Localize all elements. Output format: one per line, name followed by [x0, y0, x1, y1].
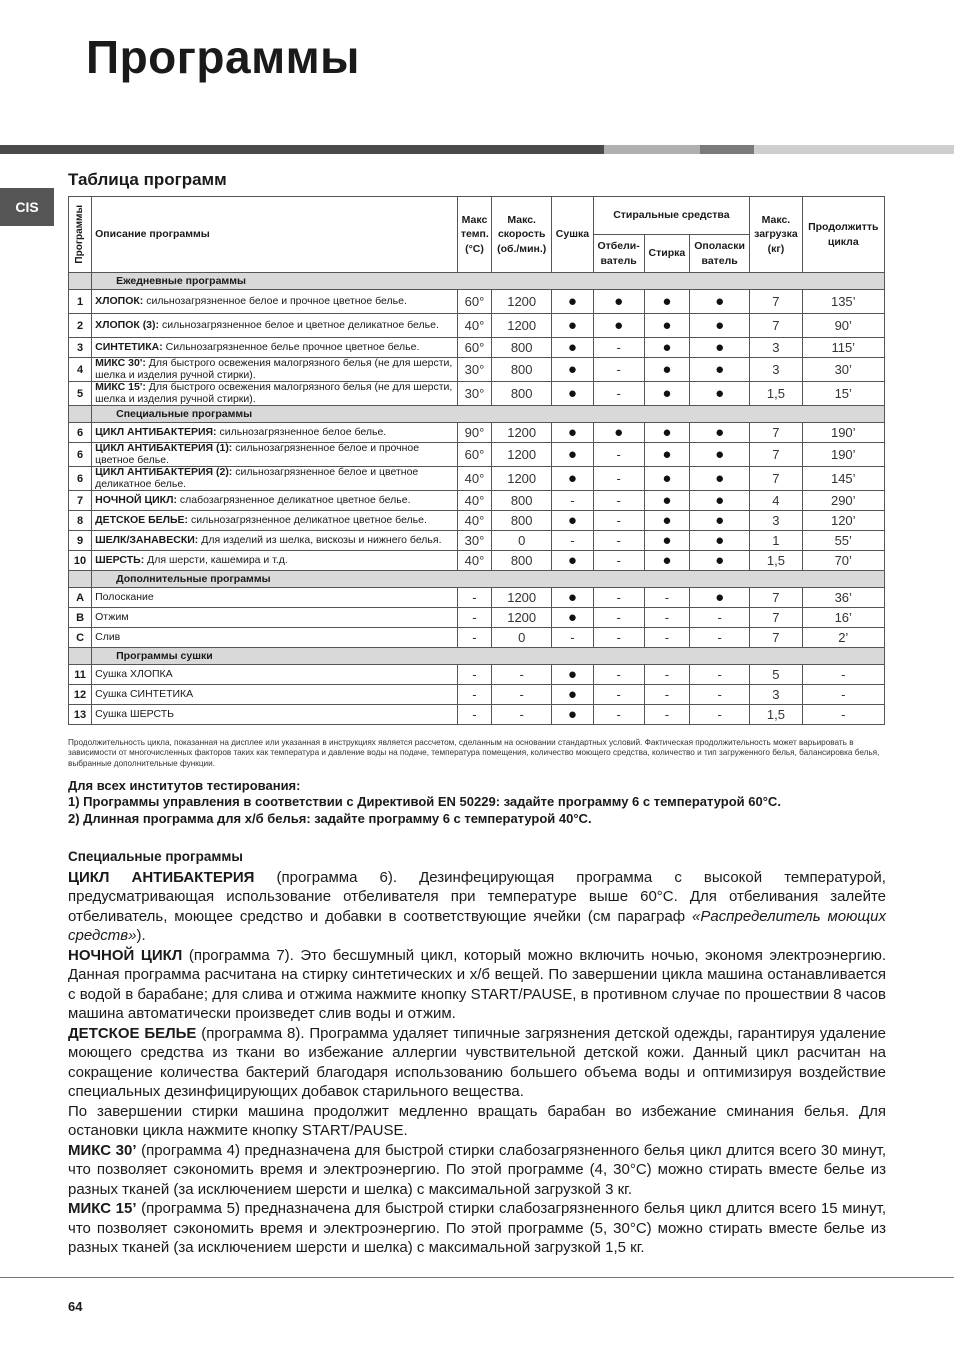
program-description [92, 338, 458, 358]
program-name: ШЕЛК/ЗАНАВЕСКИ: [95, 534, 199, 547]
program-row [69, 338, 885, 358]
program-text: Сушка ШЕРСТЬ [95, 708, 174, 721]
program-number: 5 [69, 382, 92, 406]
program-row [69, 628, 885, 648]
language-tab: CIS [0, 188, 54, 226]
program-name: ХЛОПОК: [95, 294, 144, 307]
program-description [92, 531, 458, 551]
program-description [92, 628, 458, 648]
program-text: Для изделий из шелка, вискозы и нижнего белья. [201, 534, 442, 547]
max-load-cell: 1 [750, 531, 802, 551]
program-name: ШЕРСТЬ: [95, 554, 145, 567]
duration-cell: 115’ [802, 338, 884, 358]
paragraph-baby-end: По завершении стирки машина продолжит медленно вращать барабан во избежание сминания белья. Для остановки цикла нажмите кнопку START/PAUSE. [68, 1102, 886, 1140]
wash-cell: - [644, 588, 689, 608]
program-number: 4 [69, 358, 92, 382]
max-load-cell: 5 [750, 665, 802, 685]
program-text: Для шерсти, кашемира и т.д. [147, 554, 288, 567]
program-number: 7 [69, 491, 92, 511]
bleach-cell: - [593, 531, 644, 551]
duration-cell: 2’ [802, 628, 884, 648]
program-description [92, 608, 458, 628]
program-number: A [69, 588, 92, 608]
program-row [69, 511, 885, 531]
bleach-cell: - [593, 338, 644, 358]
softener-cell: ● [689, 290, 749, 314]
max-temp-cell: 40° [457, 491, 491, 511]
program-number: B [69, 608, 92, 628]
softener-cell: ● [689, 551, 749, 571]
max-speed-cell: 0 [492, 628, 552, 648]
max-speed-cell: 1200 [492, 608, 552, 628]
section-label: Программы сушки [92, 648, 885, 665]
wash-cell: ● [644, 551, 689, 571]
max-temp-cell: 60° [457, 338, 491, 358]
max-load-cell: 7 [750, 608, 802, 628]
section-row [69, 648, 885, 665]
program-text: сильнозагрязненное белое и цветное деликатное белье. [95, 466, 419, 490]
program-text: Сушка ХЛОПКА [95, 668, 173, 681]
softener-cell: ● [689, 423, 749, 443]
bar-mid-segment [604, 145, 700, 154]
duration-cell: - [802, 705, 884, 725]
header-max-speed: Макс. скорость (об./мин.) [492, 197, 552, 273]
bleach-cell: - [593, 511, 644, 531]
wash-cell: ● [644, 467, 689, 491]
wash-cell: ● [644, 423, 689, 443]
program-row [69, 382, 885, 406]
bleach-cell: ● [593, 423, 644, 443]
program-description [92, 685, 458, 705]
duration-cell: 290’ [802, 491, 884, 511]
max-load-cell: 7 [750, 467, 802, 491]
program-name: ЦИКЛ АНТИБАКТЕРИЯ (2): [95, 466, 233, 479]
drying-cell: ● [552, 551, 593, 571]
max-speed-cell: 800 [492, 511, 552, 531]
program-description [92, 551, 458, 571]
max-load-cell: 3 [750, 338, 802, 358]
program-text: сильнозагрязненное белое и цветное деликатное белье. [161, 318, 439, 331]
section-label: Дополнительные программы [92, 571, 885, 588]
max-temp-cell: 40° [457, 314, 491, 338]
max-temp-cell: 60° [457, 290, 491, 314]
softener-cell: ● [689, 467, 749, 491]
softener-cell: ● [689, 338, 749, 358]
drying-cell: - [552, 628, 593, 648]
testing-institutes-note [68, 778, 886, 827]
program-row [69, 358, 885, 382]
duration-cell: 15’ [802, 382, 884, 406]
wash-cell: ● [644, 491, 689, 511]
program-row [69, 588, 885, 608]
paragraph-night-cycle: НОЧНОЙ ЦИКЛ (программа 7). Это бесшумный цикл, который можно включить ночью, экономя электроэнергию. Данная программа расчитана на стирку синтетических и х/б вещей. По завершении цикла машина останавливается с водой в барабане; для слива и отжима нажмите кнопку START/PAUSE, в противном случае по прошествии 8 часов машина автоматически произведет слив воды и отжим. [68, 946, 886, 1023]
paragraph-mix-15: МИКС 15’ (программа 5) предназначена для быстрой стирки слабозагрязненного белья цикл длится всего 15 минут, что позволяет сэкономить время и электроэнергию. По этой программе (5, 30°C) можно стирать вместе белье из разных тканей (за исключением шерсти и шелка) с максимальной загрузкой 1,5 кг. [68, 1200, 887, 1257]
softener-cell: ● [689, 314, 749, 338]
program-number: 10 [69, 551, 92, 571]
tests-line-1: 1) Программы управления в соответствии с Директивой EN 50229: задайте программу 6 с температурой 60°C. [68, 794, 781, 810]
max-load-cell: 4 [750, 491, 802, 511]
program-row [69, 290, 885, 314]
max-load-cell: 7 [750, 588, 802, 608]
program-number: 12 [69, 685, 92, 705]
program-description [92, 665, 458, 685]
max-temp-cell: - [457, 588, 491, 608]
max-load-cell: 3 [750, 511, 802, 531]
bleach-cell: - [593, 705, 644, 725]
softener-cell: ● [689, 382, 749, 406]
section-row [69, 273, 885, 290]
max-load-cell: 1,5 [750, 551, 802, 571]
wash-cell: - [644, 608, 689, 628]
program-description [92, 290, 458, 314]
drying-cell: ● [552, 705, 593, 725]
softener-cell: - [689, 628, 749, 648]
section-label: Ежедневные программы [92, 273, 885, 290]
program-number: 8 [69, 511, 92, 531]
program-number: 6 [69, 423, 92, 443]
drying-cell: ● [552, 588, 593, 608]
drying-cell: ● [552, 511, 593, 531]
paragraph-baby: ДЕТСКОЕ БЕЛЬЕ (программа 8). Программа удаляет типичные загрязнения детской одежды, гарантируя удаление моющего средства из ткани во избежание аллергии чувствительной детской кожи. Данный цикл расчитан на сокращение количества бактерий благодаря использованию большего объема воды и оптимизируя воздействие специальных дезинфицирующих добавок старильного вещества. [68, 1024, 886, 1101]
max-speed-cell: 1200 [492, 314, 552, 338]
program-name: МИКС 15': [95, 381, 146, 394]
softener-cell: - [689, 685, 749, 705]
wash-cell: ● [644, 531, 689, 551]
program-name: ЦИКЛ АНТИБАКТЕРИЯ (1): [95, 442, 233, 455]
program-description [92, 423, 458, 443]
drying-cell: ● [552, 382, 593, 406]
wash-cell: ● [644, 443, 689, 467]
paragraph-mix-30: МИКС 30’ (программа 4) предназначена для быстрой стирки слабозагрязненного белья цикл длится всего 30 минут, что позволяет сэкономить время и электроэнергию. По этой программе (4, 30°C) можно стирать вместе белье из разных тканей (за исключением шерсти и шелка) с максимальной загрузкой 3 кг. [68, 1141, 887, 1198]
program-row [69, 467, 885, 491]
wash-cell: - [644, 628, 689, 648]
section-label: Специальные программы [92, 406, 885, 423]
max-load-cell: 1,5 [750, 382, 802, 406]
program-row [69, 551, 885, 571]
table-title: Таблица программ [68, 170, 227, 189]
drying-cell: ● [552, 358, 593, 382]
wash-cell: ● [644, 358, 689, 382]
softener-cell: - [689, 608, 749, 628]
section-row [69, 406, 885, 423]
program-text: сильнозагрязненное белое и прочное цветное белье. [146, 294, 407, 307]
drying-cell: ● [552, 685, 593, 705]
bar-light-segment [754, 145, 954, 154]
program-row [69, 705, 885, 725]
program-description [92, 314, 458, 338]
section-spacer [69, 273, 92, 290]
max-load-cell: 7 [750, 423, 802, 443]
bleach-cell: - [593, 443, 644, 467]
program-number: C [69, 628, 92, 648]
max-temp-cell: 30° [457, 358, 491, 382]
bleach-cell: - [593, 665, 644, 685]
program-number: 3 [69, 338, 92, 358]
program-text: Сильнозагрязненное белье прочное цветное белье. [165, 340, 420, 353]
bleach-cell: - [593, 588, 644, 608]
program-name: ЦИКЛ АНТИБАКТЕРИЯ: [95, 425, 217, 438]
page-title: Программы [86, 31, 360, 83]
program-number: 1 [69, 290, 92, 314]
duration-cell: 135’ [802, 290, 884, 314]
program-description [92, 705, 458, 725]
max-speed-cell: 800 [492, 338, 552, 358]
program-description [92, 491, 458, 511]
program-row [69, 491, 885, 511]
special-heading: Специальные программы [68, 849, 243, 864]
paragraph-antibacterial: ЦИКЛ АНТИБАКТЕРИЯ (программа 6). Дезинфецирующая программа с высокой температурой, предусматривающая использование отбеливателя при температуре выше 60°C. Для отбеливания залейте отбеливатель, моющее средство и добавки в соответствующие ячейки (см параграф «Распределитель моющих средств»). [68, 868, 886, 945]
max-speed-cell: 0 [492, 531, 552, 551]
duration-cell: 120’ [802, 511, 884, 531]
program-number: 13 [69, 705, 92, 725]
wash-cell: - [644, 705, 689, 725]
programs-table-body [69, 273, 885, 725]
program-name: НОЧНОЙ ЦИКЛ: [95, 494, 177, 507]
program-text: сильнозагрязненное деликатное цветное белье. [190, 514, 427, 527]
wash-cell: ● [644, 382, 689, 406]
bar-dark-segment [0, 145, 604, 154]
max-temp-cell: - [457, 685, 491, 705]
wash-cell: - [644, 665, 689, 685]
max-temp-cell: - [457, 665, 491, 685]
softener-cell: ● [689, 358, 749, 382]
program-name: ХЛОПОК (3): [95, 318, 160, 331]
program-number: 9 [69, 531, 92, 551]
max-speed-cell: - [492, 665, 552, 685]
duration-cell: 90’ [802, 314, 884, 338]
program-row [69, 314, 885, 338]
program-row [69, 685, 885, 705]
max-load-cell: 7 [750, 314, 802, 338]
tests-heading: Для всех институтов тестирования: [68, 778, 301, 793]
program-name: МИКС 30': [95, 357, 146, 369]
program-name: ДЕТСКОЕ БЕЛЬЕ: [95, 514, 189, 527]
softener-cell: ● [689, 491, 749, 511]
softener-cell: ● [689, 511, 749, 531]
program-number: 6 [69, 467, 92, 491]
header-programs: Программы [69, 197, 92, 273]
bleach-cell: - [593, 608, 644, 628]
page-number: 64 [68, 1299, 83, 1314]
program-row [69, 531, 885, 551]
program-text: сильнозагрязненное белое и прочное цветное белье. [95, 442, 420, 466]
drying-cell: ● [552, 467, 593, 491]
program-text: Для быстрого освежения малогрязного белья (не для шерсти, шелка и изделия ручной стирки). [95, 357, 453, 381]
duration-cell: 190’ [802, 443, 884, 467]
program-row [69, 665, 885, 685]
max-speed-cell: 800 [492, 382, 552, 406]
program-text: сильнозагрязненное белое белье. [219, 425, 387, 438]
header-description: Описание программы [92, 197, 458, 273]
header-color-bar [0, 145, 954, 154]
bleach-cell: - [593, 551, 644, 571]
header-bleach: Отбели-ватель [593, 235, 644, 273]
program-description [92, 588, 458, 608]
program-text: Полоскание [95, 591, 154, 604]
max-speed-cell: 800 [492, 491, 552, 511]
max-speed-cell: - [492, 705, 552, 725]
header-softener: Ополаски ватель [689, 235, 749, 273]
program-description [92, 382, 458, 406]
bleach-cell: ● [593, 314, 644, 338]
header-drying: Сушка [552, 197, 593, 273]
max-load-cell: 7 [750, 443, 802, 467]
max-temp-cell: 90° [457, 423, 491, 443]
program-number: 2 [69, 314, 92, 338]
max-speed-cell: 1200 [492, 588, 552, 608]
drying-cell: ● [552, 290, 593, 314]
program-name: СИНТЕТИКА: [95, 340, 163, 353]
program-description [92, 511, 458, 531]
programs-table [68, 196, 885, 725]
max-load-cell: 7 [750, 290, 802, 314]
header-duration: Продолжитть цикла [802, 197, 884, 273]
max-temp-cell: 30° [457, 382, 491, 406]
max-load-cell: 3 [750, 358, 802, 382]
bleach-cell: - [593, 358, 644, 382]
wash-cell: ● [644, 511, 689, 531]
program-description [92, 467, 458, 491]
duration-cell: 30’ [802, 358, 884, 382]
drying-cell: ● [552, 423, 593, 443]
special-programs-section [68, 848, 886, 1258]
max-speed-cell: 800 [492, 358, 552, 382]
program-row [69, 608, 885, 628]
max-speed-cell: - [492, 685, 552, 705]
section-spacer [69, 571, 92, 588]
program-text: Для быстрого освежения малогрязного белья (не для шерсти, шелка и изделия ручной стирки). [95, 381, 453, 405]
tests-line-2: 2) Длинная программа для х/б белья: задайте программу 6 с температурой 40°C. [68, 810, 592, 826]
duration-cell: 190’ [802, 423, 884, 443]
header-max-load: Макс. загрузка (кг) [750, 197, 802, 273]
softener-cell: - [689, 665, 749, 685]
program-text: Сушка СИНТЕТИКА [95, 688, 194, 701]
bleach-cell: - [593, 382, 644, 406]
drying-cell: ● [552, 338, 593, 358]
program-number: 6 [69, 443, 92, 467]
wash-cell: ● [644, 314, 689, 338]
duration-cell: - [802, 685, 884, 705]
bar-dark2-segment [700, 145, 754, 154]
max-load-cell: 7 [750, 628, 802, 648]
max-speed-cell: 1200 [492, 290, 552, 314]
max-temp-cell: - [457, 705, 491, 725]
max-temp-cell: 30° [457, 531, 491, 551]
duration-cell: 16’ [802, 608, 884, 628]
header-max-temp: Макс темп. (°C) [457, 197, 491, 273]
max-temp-cell: 40° [457, 511, 491, 531]
drying-cell: ● [552, 443, 593, 467]
max-load-cell: 3 [750, 685, 802, 705]
wash-cell: ● [644, 338, 689, 358]
softener-cell: ● [689, 531, 749, 551]
header-detergents: Стиральные средства [593, 197, 750, 235]
max-temp-cell: - [457, 628, 491, 648]
program-text: слабозагрязненное деликатное цветное белье. [179, 494, 411, 507]
program-text: Слив [95, 631, 121, 644]
max-speed-cell: 800 [492, 551, 552, 571]
max-speed-cell: 1200 [492, 467, 552, 491]
max-speed-cell: 1200 [492, 443, 552, 467]
section-spacer [69, 406, 92, 423]
drying-cell: ● [552, 665, 593, 685]
bleach-cell: ● [593, 290, 644, 314]
max-temp-cell: 60° [457, 443, 491, 467]
wash-cell: - [644, 685, 689, 705]
bleach-cell: - [593, 628, 644, 648]
duration-cell: 145’ [802, 467, 884, 491]
section-row [69, 571, 885, 588]
program-text: Отжим [95, 611, 129, 624]
duration-footnote: Продолжительность цикла, показанная на дисплее или указанная в инструкциях является рассчетом, сделанным на основании стандартных условий. Фактическая продолжительность может варьировать в зависимости от многочисленных факторов таких как температура и давление воды на подаче, температура помещения, количество моющего средства, количество и тип загруженного белья, балансировка белья, выбранные дополнительные функции. [68, 738, 880, 768]
max-temp-cell: 40° [457, 467, 491, 491]
program-row [69, 443, 885, 467]
duration-cell: 55’ [802, 531, 884, 551]
drying-cell: ● [552, 608, 593, 628]
drying-cell: ● [552, 314, 593, 338]
program-number: 11 [69, 665, 92, 685]
footer-rule [0, 1277, 954, 1278]
duration-cell: - [802, 665, 884, 685]
max-temp-cell: - [457, 608, 491, 628]
duration-cell: 70’ [802, 551, 884, 571]
program-description [92, 358, 458, 382]
softener-cell: ● [689, 443, 749, 467]
section-spacer [69, 648, 92, 665]
program-description [92, 443, 458, 467]
drying-cell: - [552, 531, 593, 551]
drying-cell: - [552, 491, 593, 511]
bleach-cell: - [593, 467, 644, 491]
max-speed-cell: 1200 [492, 423, 552, 443]
header-wash: Стирка [644, 235, 689, 273]
max-temp-cell: 40° [457, 551, 491, 571]
softener-cell: - [689, 705, 749, 725]
wash-cell: ● [644, 290, 689, 314]
bleach-cell: - [593, 685, 644, 705]
softener-cell: ● [689, 588, 749, 608]
max-load-cell: 1,5 [750, 705, 802, 725]
bleach-cell: - [593, 491, 644, 511]
program-row [69, 423, 885, 443]
duration-cell: 36’ [802, 588, 884, 608]
